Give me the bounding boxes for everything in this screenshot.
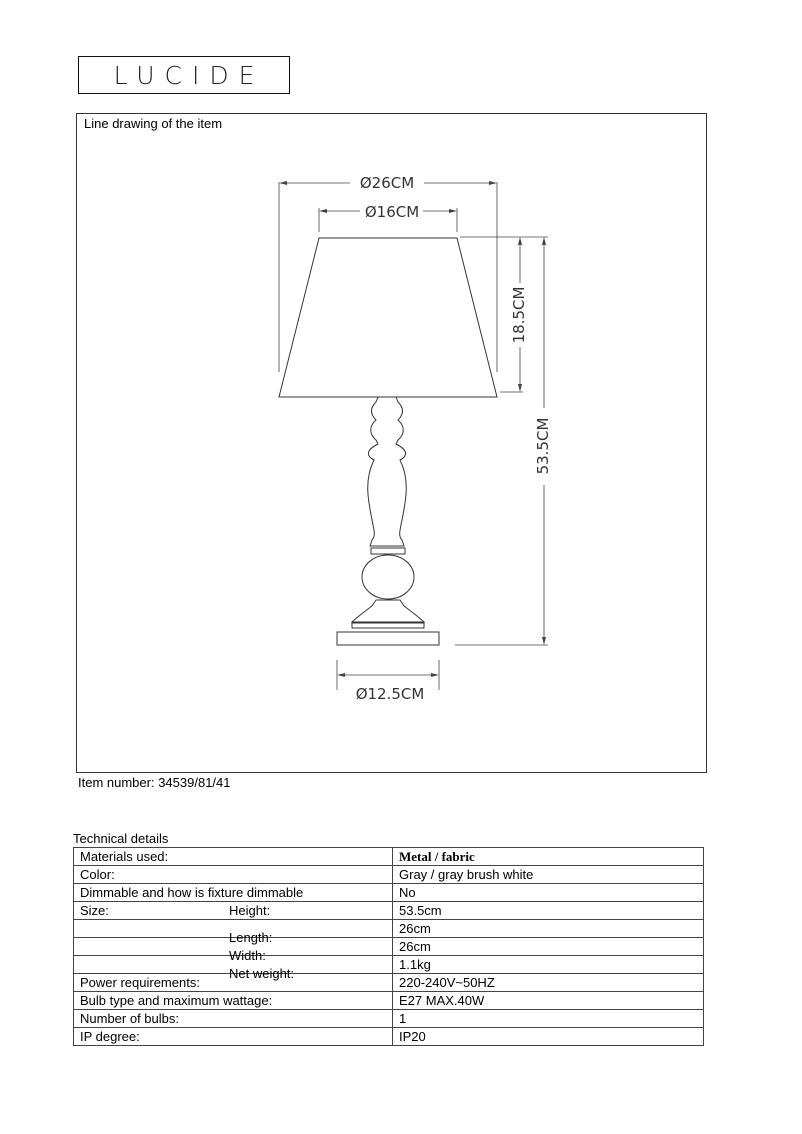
dim-shade-height: 18.5CM <box>510 286 528 344</box>
row-label-cell <box>74 848 393 866</box>
item-number: Item number: 34539/81/41 <box>78 775 231 790</box>
row-label: Number of bulbs: <box>80 1011 179 1026</box>
dim-shade-inner: Ø16CM <box>364 203 420 221</box>
row-label-cell <box>74 992 393 1010</box>
row-sublabel: Net weight: <box>229 965 295 981</box>
table-row <box>74 920 704 938</box>
row-value: No <box>393 884 704 902</box>
row-label-cell <box>74 974 393 992</box>
row-label-cell <box>74 1028 393 1046</box>
table-row <box>74 1010 704 1028</box>
row-label-cell <box>74 938 393 963</box>
table-row <box>74 866 704 884</box>
table-row <box>74 884 704 902</box>
row-label: Materials used: <box>80 849 169 864</box>
row-sublabel: Length: <box>229 929 273 945</box>
row-value: Gray / gray brush white <box>393 866 704 884</box>
row-label-cell <box>74 884 393 902</box>
row-label-cell <box>74 866 393 884</box>
logo-text: LUCIDE <box>113 60 265 90</box>
row-label: Bulb type and maximum wattage: <box>80 993 273 1008</box>
drawing-label: Line drawing of the item <box>84 116 223 131</box>
row-value: 220-240V~50HZ <box>393 974 704 992</box>
row-label: Color: <box>80 867 115 882</box>
table-row <box>74 992 704 1010</box>
row-label: Power requirements: <box>80 975 200 990</box>
table-row <box>74 938 704 956</box>
dim-base-diameter: Ø12.5CM <box>355 685 425 703</box>
lamp-stem <box>368 397 407 546</box>
table-row <box>74 848 704 866</box>
row-label-cell <box>74 1010 393 1028</box>
row-value: 1.1kg <box>393 956 704 974</box>
row-value: Metal / fabric <box>393 848 704 866</box>
row-label: Size: <box>80 903 109 918</box>
row-label-cell <box>74 920 393 945</box>
technical-details-title: Technical details <box>73 831 169 846</box>
table-row <box>74 974 704 992</box>
row-label-cell <box>74 956 393 981</box>
row-value: IP20 <box>393 1028 704 1046</box>
row-value: E27 MAX.40W <box>393 992 704 1010</box>
row-value: 26cm <box>393 920 704 938</box>
table-row <box>74 1028 704 1046</box>
row-sublabel: Height: <box>229 903 271 918</box>
table-row <box>74 956 704 974</box>
row-value: 1 <box>393 1010 704 1028</box>
row-value: 53.5cm <box>393 902 704 920</box>
row-label: Dimmable and how is fixture dimmable <box>80 885 304 900</box>
dim-shade-outer: Ø26CM <box>359 174 415 192</box>
row-sublabel: Width: <box>229 947 266 963</box>
row-value: 26cm <box>393 938 704 956</box>
dim-total-height: 53.5CM <box>534 417 552 475</box>
technical-details-table <box>73 847 704 1046</box>
row-label-cell <box>74 902 393 920</box>
table-row <box>74 902 704 920</box>
lamp-base <box>337 632 439 645</box>
row-label: IP degree: <box>80 1029 140 1044</box>
lamp-shade <box>279 238 497 397</box>
